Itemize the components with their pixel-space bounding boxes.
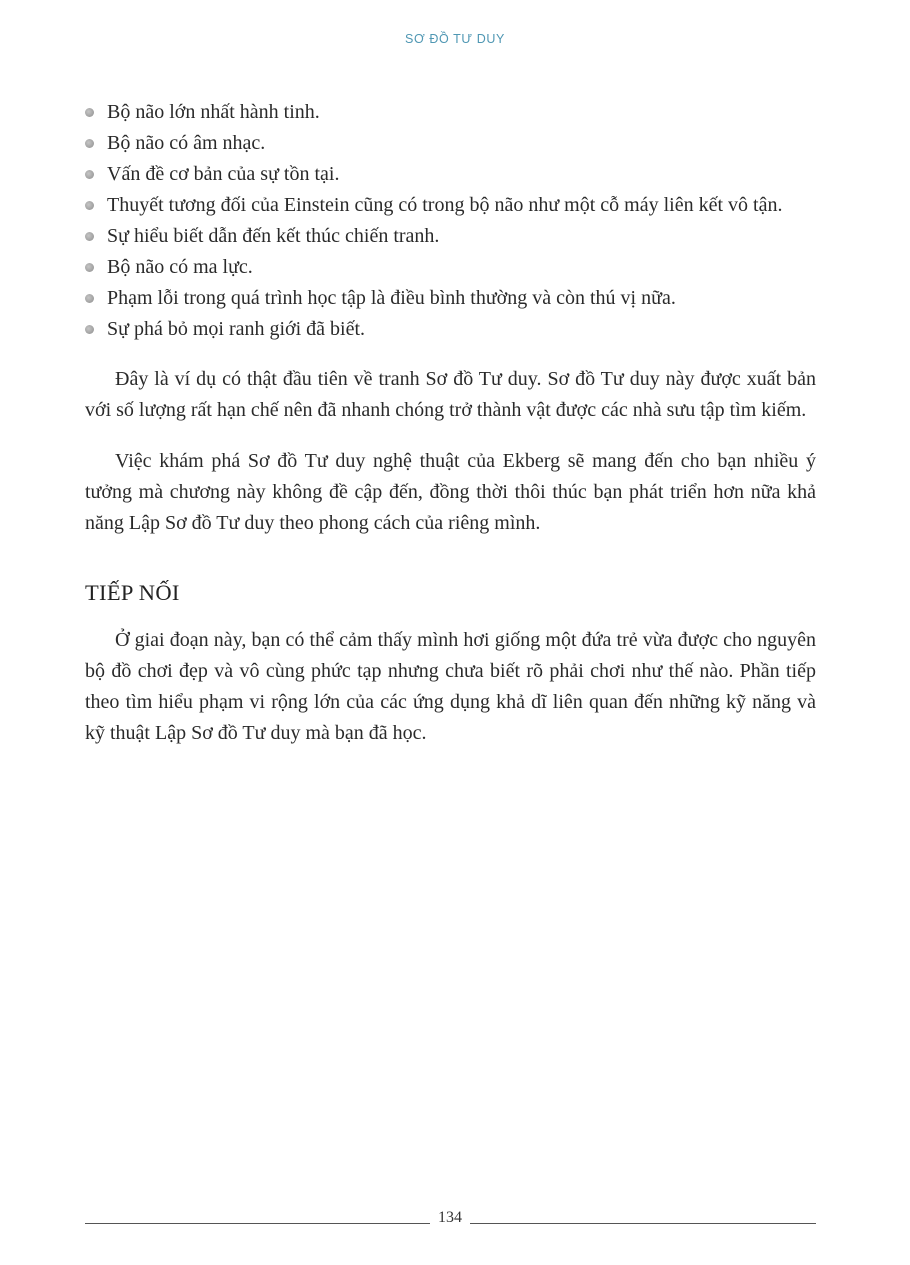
list-item-text: Sự phá bỏ mọi ranh giới đã biết.: [107, 318, 366, 340]
list-item-text: Phạm lỗi trong quá trình học tập là điều bình thường và còn thú vị nữa.: [107, 287, 676, 309]
bullet-dot-icon: [85, 325, 94, 334]
list-item-text: Bộ não có ma lực.: [107, 256, 253, 278]
list-item-text: Vấn đề cơ bản của sự tồn tại.: [107, 163, 340, 185]
footer-rule-right: [470, 1223, 816, 1224]
page-footer: [85, 1209, 816, 1229]
bullet-dot-icon: [85, 139, 94, 148]
bullet-dot-icon: [85, 232, 94, 241]
list-item: [85, 283, 816, 314]
list-item-text: Bộ não có âm nhạc.: [107, 132, 266, 154]
bullet-dot-icon: [85, 108, 94, 117]
list-item: [85, 314, 816, 345]
list-item: [85, 221, 816, 252]
page-number: 134: [438, 1209, 462, 1226]
bullet-dot-icon: [85, 170, 94, 179]
list-item-text: Bộ não lớn nhất hành tinh.: [107, 101, 320, 123]
list-item-text: Sự hiểu biết dẫn đến kết thúc chiến tranh.: [107, 225, 440, 247]
section-heading: TIẾP NỐI: [85, 580, 180, 605]
bullet-dot-icon: [85, 201, 94, 210]
list-item: [85, 159, 816, 190]
bullet-dot-icon: [85, 294, 94, 303]
footer-rule-left: [85, 1223, 430, 1224]
running-header: SƠ ĐỒ TƯ DUY: [405, 32, 505, 46]
bullet-dot-icon: [85, 263, 94, 272]
paragraph-first-example: Đây là ví dụ có thật đầu tiên về tranh Sơ đồ Tư duy. Sơ đồ Tư duy này được xuất bản với số lượng rất hạn chế nên đã nhanh chóng trở thành vật được các nhà sưu tập tìm kiếm.: [85, 368, 816, 421]
bullet-list: [85, 97, 816, 345]
list-item: [85, 97, 816, 128]
list-item: [85, 252, 816, 283]
list-item: [85, 128, 816, 159]
page-body: [85, 97, 816, 749]
paragraph-ekberg: Việc khám phá Sơ đồ Tư duy nghệ thuật của Ekberg sẽ mang đến cho bạn nhiều ý tưởng mà chương này không đề cập đến, đồng thời thôi thúc bạn phát triển hơn nữa khả năng Lập Sơ đồ Tư duy theo phong cách của riêng mình.: [85, 450, 816, 534]
list-item-text: Thuyết tương đối của Einstein cũng có trong bộ não như một cỗ máy liên kết vô tận.: [107, 194, 783, 216]
paragraph-next-steps: Ở giai đoạn này, bạn có thể cảm thấy mình hơi giống một đứa trẻ vừa được cho nguyên bộ đồ chơi đẹp và vô cùng phức tạp nhưng chưa biết rõ phải chơi như thế nào. Phần tiếp theo tìm hiểu phạm vi rộng lớn của các ứng dụng khả dĩ liên quan đến những kỹ năng và kỹ thuật Lập Sơ đồ Tư duy mà bạn đã học.: [85, 629, 816, 744]
list-item: [85, 190, 816, 221]
